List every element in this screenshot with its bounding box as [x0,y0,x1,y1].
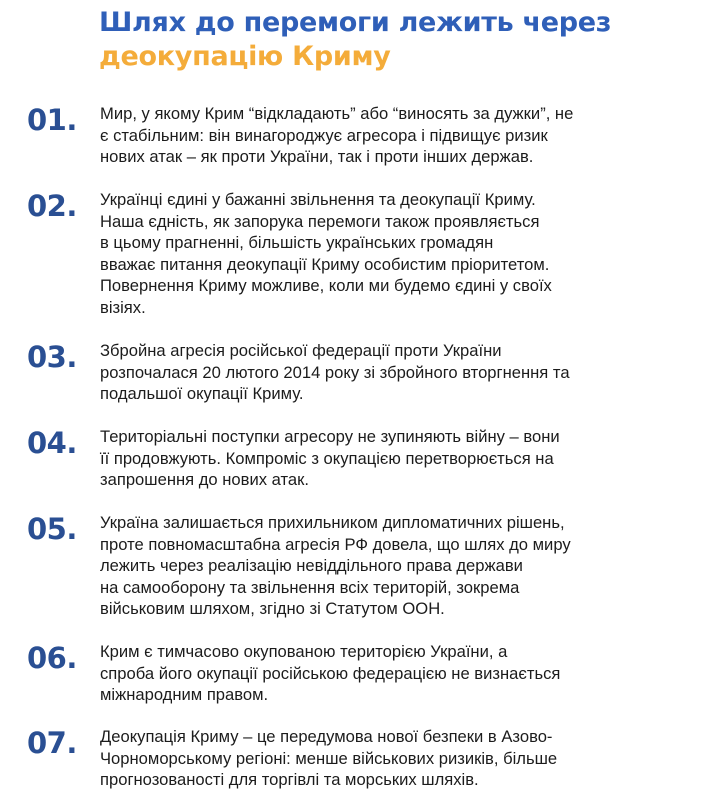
item-text [100,726,695,791]
item-text-line: подальшої окупації Криму. [100,384,304,404]
item-text-line: Збройна агресія російської федерації проти України [100,341,502,360]
item-text-line: на самооборону та звільнення всіх територій, зокрема [100,577,520,597]
item-text-line: прогнозованості для торгівлі та морських шляхів. [100,770,479,790]
item-text-line: запрошення до нових атак. [100,470,310,490]
item-text-line: міжнародним правом. [100,685,269,705]
item-text [100,426,695,491]
item-text-line: Чорноморському регіоні: менше військових ризиків, більше [100,748,558,768]
item-number: 02. [27,189,77,223]
item-text [100,512,695,620]
item-text-line: візіях. [100,297,146,317]
item-number: 05. [27,512,77,546]
item-text [100,641,695,706]
item-text-line: Територіальні поступки агресору не зупиняють війну – вони [100,427,560,446]
item-text-line: Деокупація Криму – це передумова нової безпеки в Азово- [100,727,553,746]
item-text [100,103,695,168]
item-text-line: Мир, у якому Крим “відкладають” або “виносять за дужки”, не [100,104,574,123]
item-text-line: військовим шляхом, згідно зі Статутом ООН. [100,599,445,619]
item-text-line: нових атак – як проти України, так і проти інших держав. [100,147,534,167]
item-text-line: в цьому прагненні, більшість українських громадян [100,233,494,253]
title-line-1: Шлях до перемоги лежить через [99,7,612,38]
item-text-line: Наша єдність, як запорука перемоги також проявляється [100,211,540,231]
item-text [100,340,695,405]
page-title [99,6,611,74]
item-text-line: вважає питання деокупації Криму особистим пріоритетом. [100,254,550,274]
item-number: 04. [27,426,77,460]
item-text [100,189,695,319]
item-text-line: Українці єдині у бажанні звільнення та деокупації Криму. [100,190,536,209]
item-number: 06. [27,641,77,675]
item-text-line: проте повномасштабна агресія РФ довела, що шлях до миру [100,534,571,554]
item-text-line: є стабільним: він винагороджує агресора і підвищує ризик [100,125,548,145]
item-text-line: спроба його окупації російською федерацією не визнається [100,663,561,683]
item-number: 07. [27,726,77,760]
item-number: 03. [27,340,77,374]
item-text-line: Повернення Криму можливе, коли ми будемо єдині у своїх [100,276,552,296]
item-text-line: Україна залишається прихильником дипломатичних рішень, [100,513,565,532]
item-text-line: розпочалася 20 лютого 2014 року зі збройного вторгнення та [100,362,570,382]
item-text-line: Крим є тимчасово окупованою територією України, а [100,642,508,661]
item-text-line: лежить через реалізацію невіддільного права держави [100,556,523,576]
title-line-2: деокупацію Криму [99,41,391,72]
item-number: 01. [27,103,77,137]
item-text-line: її продовжують. Компроміс з окупацією перетворюється на [100,448,554,468]
